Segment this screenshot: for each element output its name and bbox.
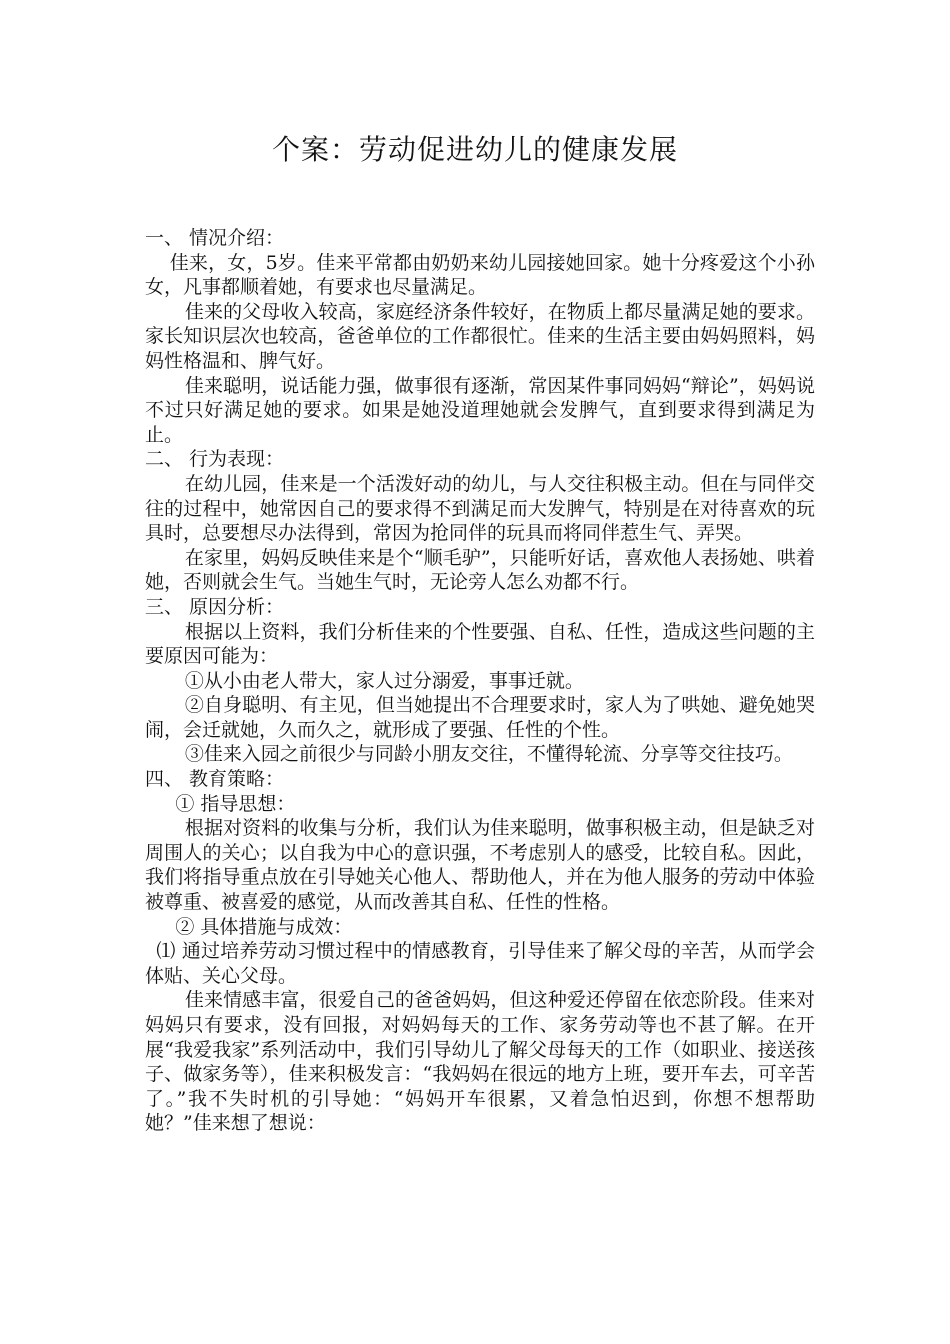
paragraph: 佳来聪明，说话能力强，做事很有逐渐，常因某件事同妈妈“辩论”，妈妈说不过只好满足她的要求。如果是她没道理她就会发脾气，直到要求得到满足为止。 xyxy=(145,374,815,446)
paragraph: 在家里，妈妈反映佳来是个“顺毛驴”，只能听好话，喜欢他人表扬她、哄着她，否则就会生气。当她生气时，无论旁人怎么劝都不行。 xyxy=(145,546,815,594)
section-heading: 四、 教育策略： xyxy=(145,768,285,791)
paragraph: ①从小由老人带大，家人过分溺爱，事事迁就。 xyxy=(184,669,584,692)
document-body xyxy=(145,226,815,1136)
page-title: 个案：劳动促进幼儿的健康发展 xyxy=(271,133,678,166)
paragraph: ① 指导思想： xyxy=(175,792,296,815)
paragraph: 佳来情感丰富，很爱自己的爸爸妈妈，但这种爱还停留在依恋阶段。佳来对妈妈只有要求，没有回报，对妈妈每天的工作、家务劳动等也不甚了解。在开展“我爱我家”系列活动中，我们引导幼儿了解父母每天的工作（如职业、接送孩子、做家务等），佳来积极发言：“我妈妈在很远的地方上班，要开车去，可辛苦了。”我不失时机的引导她：“妈妈开车很累，又着急怕迟到，你想不想帮助她？”佳来想了想说： xyxy=(145,989,815,1135)
paragraph: ② 具体措施与成效： xyxy=(175,915,353,938)
paragraph: ②自身聪明、有主见，但当她提出不合理要求时，家人为了哄她、避免她哭闹，会迁就她，久而久之，就形成了要强、任性的个性。 xyxy=(145,694,815,741)
paragraph: 在幼儿园，佳来是一个活泼好动的幼儿，与人交往积极主动。但在与同伴交往的过程中，她常因自己的要求得不到满足而大发脾气，特别是在对待喜欢的玩具时，总要想尽办法得到，常因为抢同伴的玩具而将同伴惹生气、弄哭。 xyxy=(145,472,815,545)
paragraph: 根据以上资料，我们分析佳来的个性要强、自私、任性，造成这些问题的主要原因可能为： xyxy=(145,620,815,668)
paragraph: ⑴ 通过培养劳动习惯过程中的情感教育，引导佳来了解父母的辛苦，从而学会体贴、关心父母。 xyxy=(145,940,815,987)
paragraph: 佳来，女，5岁。佳来平常都由奶奶来幼儿园接她回家。她十分疼爱这个小孙女，凡事都顺着她，有要求也尽量满足。 xyxy=(145,251,815,299)
section-heading: 三、 原因分析： xyxy=(145,595,285,618)
paragraph: ③佳来入园之前很少与同龄小朋友交往，不懂得轮流、分享等交往技巧。 xyxy=(184,743,793,766)
paragraph: 佳来的父母收入较高，家庭经济条件较好，在物质上都尽量满足她的要求。家长知识层次也较高，爸爸单位的工作都很忙。佳来的生活主要由妈妈照料，妈妈性格温和、脾气好。 xyxy=(145,300,815,372)
paragraph: 根据对资料的收集与分析，我们认为佳来聪明，做事积极主动，但是缺乏对周围人的关心；以自我为中心的意识强，不考虑别人的感受，比较自私。因此，我们将指导重点放在引导她关心他人、帮助他人，并在为他人服务的劳动中体验被尊重、被喜爱的感觉，从而改善其自私、任性的性格。 xyxy=(145,817,815,914)
section-heading: 二、 行为表现： xyxy=(145,448,285,471)
section-heading: 一、 情况介绍： xyxy=(145,227,285,249)
